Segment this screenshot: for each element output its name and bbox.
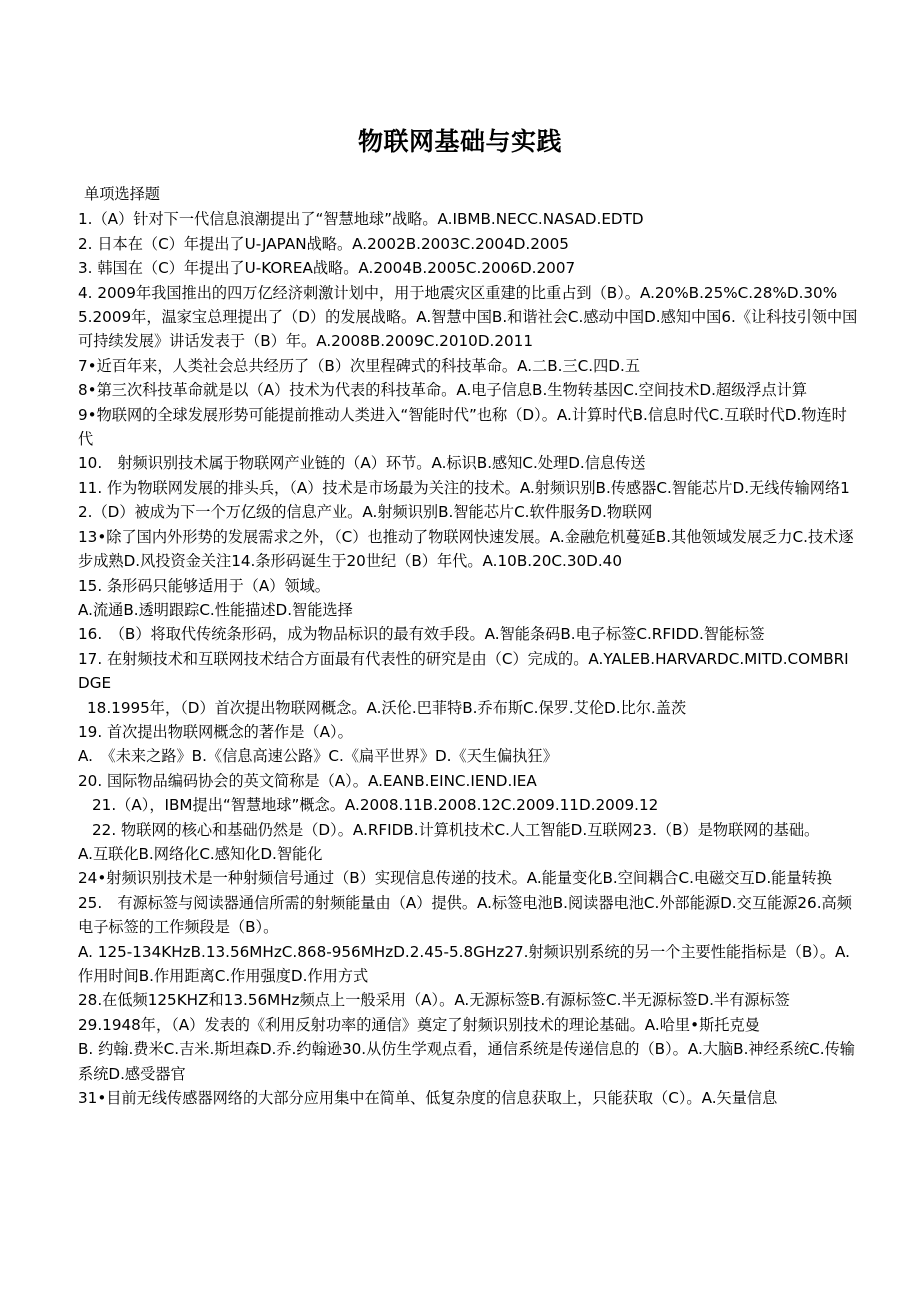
question-item: 8•第三次科技革命就是以（A）技术为代表的科技革命。A.电子信息B.生物转基因C.空间技术D.超级浮点计算 — [78, 381, 808, 400]
question-options: A. 《未来之路》B.《信息高速公路》C.《扁平世界》D.《天生偏执狂》 — [78, 747, 558, 766]
question-item: 29.1948年，（A）发表的《利用反射功率的通信》奠定了射频识别技术的理论基础。A.哈里•斯托克曼 — [78, 1015, 760, 1034]
section-heading: 单项选择题 — [84, 185, 160, 203]
question-item: 19. 首次提出物联网概念的著作是（A）。 — [78, 722, 353, 741]
question-item: 28.在低频125KHZ和13.56MHz频点上一般采用（A）。A.无源标签B.有源标签C.半无源标签D.半有源标签 — [78, 991, 790, 1010]
question-options: A.流通B.透明跟踪C.性能描述D.智能选择 — [78, 600, 353, 619]
question-item: 20. 国际物品编码协会的英文简称是（A）。A.EANB.EINC.IEND.IEA — [78, 771, 537, 790]
question-options: A. 125-134KHzB.13.56MHzC.868-956MHzD.2.45-5.8GHz27.射频识别系统的另一个主要性能指标是（B）。A.作用时间B.作用距离C.作用强度D.作用方式 — [78, 942, 850, 985]
question-item: 1.（A）针对下一代信息浪潮提出了“智慧地球”战略。A.IBMB.NECC.NASAD.EDTD — [78, 210, 644, 229]
question-item: 11. 作为物联网发展的排头兵，（A）技术是市场最为关注的技术。A.射频识别B.传感器C.智能芯片D.无线传输网络12.（D）被成为下一个万亿级的信息产业。A.射频识别B.智能芯片C.软件服务D.物联网 — [78, 478, 850, 522]
question-item: 2. 日本在（C）年提出了U-JAPAN战略。A.2002B.2003C.2004D.2005 — [78, 234, 569, 253]
question-item: 21.（A），IBM提出“智慧地球”概念。A.2008.11B.2008.12C.2009.11D.2009.12 — [92, 796, 659, 815]
question-options: B. 约翰.费米C.吉米.斯坦森D.乔.约翰逊30.从仿生学观点看，通信系统是传递信息的（B）。A.大脑B.神经系统C.传输系统D.感受器官 — [78, 1040, 855, 1083]
question-item: 5.2009年，温家宝总理提出了（D）的发展战略。A.智慧中国B.和谐社会C.感动中国D.感知中国6.《让科技引领中国可持续发展》讲话发表于（B）年。A.2008B.2009C.2010D.2011 — [78, 308, 858, 351]
question-item: 24•射频识别技术是一种射频信号通过（B）实现信息传递的技术。A.能量变化B.空间耦合C.电磁交互D.能量转换 — [78, 869, 832, 888]
question-options: A.互联化B.网络化C.感知化D.智能化 — [78, 844, 323, 863]
question-item: 25. 有源标签与阅读器通信所需的射频能量由（A）提供。A.标签电池B.阅读器电池C.外部能源D.交互能源26.高频电子标签的工作频段是（B）。 — [78, 893, 852, 937]
question-item: 17. 在射频技术和互联网技术结合方面最有代表性的研究是由（C）完成的。A.YALEB.HARVARDC.MITD.COMBRIDGE — [78, 649, 849, 693]
question-item: 7•近百年来，人类社会总共经历了（B）次里程碑式的科技革命。A.二B.三C.四D.五 — [78, 356, 641, 375]
question-item: 9•物联网的全球发展形势可能提前推动人类进入“智能时代”也称（D）。A.计算时代B.信息时代C.互联时代D.物连时代 — [78, 405, 847, 449]
question-list — [78, 182, 860, 1110]
question-item: 13•除了国内外形势的发展需求之外，（C）也推动了物联网快速发展。A.金融危机蔓延B.其他领域发展乏力C.技术逐步成熟D.风投资金关注14.条形码诞生于20世纪（B）年代。A.10B.20C.30D.40 — [78, 527, 854, 571]
question-item: 10. 射频识别技术属于物联网产业链的（A）环节。A.标识B.感知C.处理D.信息传送 — [78, 454, 646, 473]
question-item: 15. 条形码只能够适用于（A）领域。 — [78, 576, 330, 595]
question-item: 4. 2009年我国推出的四万亿经济刺激计划中，用于地震灾区重建的比重占到（B）。A.20%B.25%C.28%D.30% — [78, 283, 838, 302]
question-item: 16. （B）将取代传统条形码，成为物品标识的最有效手段。A.智能条码B.电子标签C.RFIDD.智能标签 — [78, 625, 765, 644]
question-item: 3. 韩国在（C）年提出了U-KOREA战略。A.2004B.2005C.2006D.2007 — [78, 259, 576, 278]
question-item: 31•目前无线传感器网络的大部分应用集中在简单、低复杂度的信息获取上，只能获取（C）。A.矢量信息 — [78, 1089, 778, 1108]
question-item: 18.1995年，（D）首次提出物联网概念。A.沃伦.巴菲特B.乔布斯C.保罗.艾伦D.比尔.盖茨 — [87, 698, 687, 717]
question-item: 22. 物联网的核心和基础仍然是（D）。A.RFIDB.计算机技术C.人工智能D.互联网23.（B）是物联网的基础。 — [92, 820, 820, 839]
page-title: 物联网基础与实践 — [357, 126, 562, 156]
